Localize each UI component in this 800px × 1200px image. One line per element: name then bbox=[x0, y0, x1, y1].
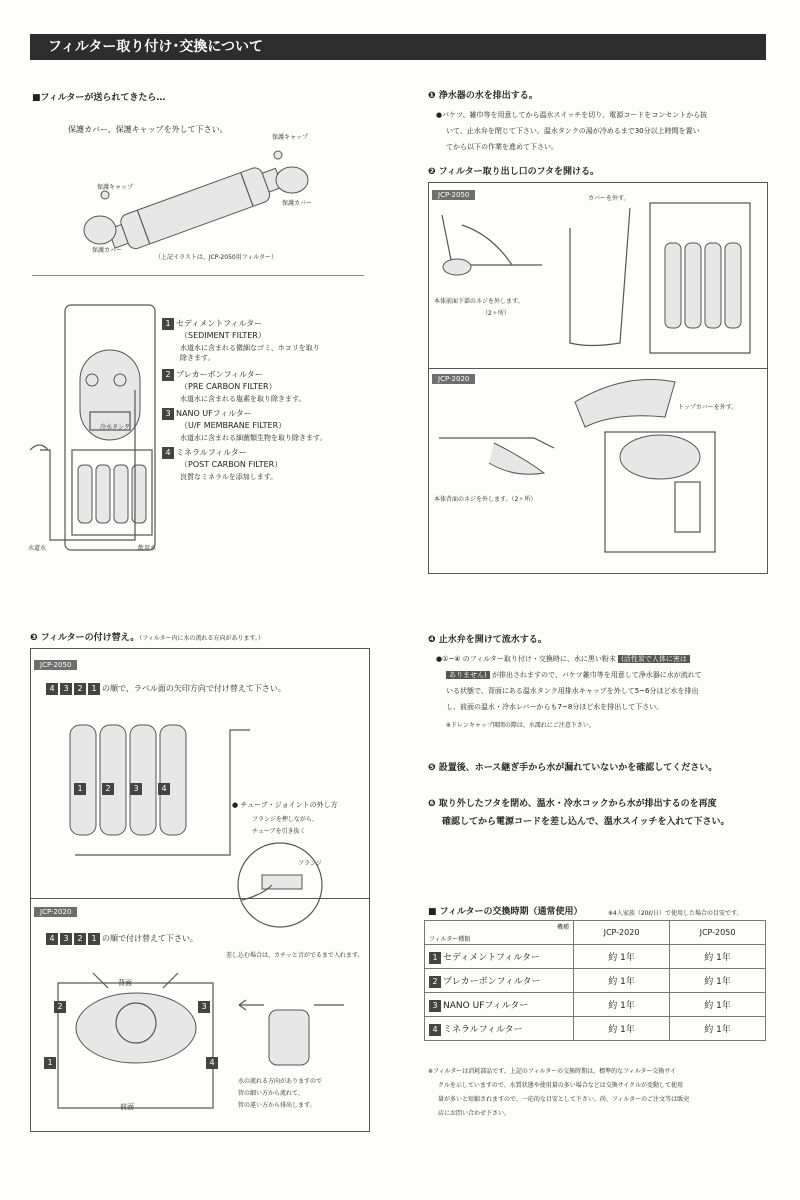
tube-step: チューブを引き抜く bbox=[252, 828, 306, 835]
table-cell: 約 1年 bbox=[574, 1017, 670, 1041]
filter-list bbox=[162, 318, 372, 482]
table-cell: 約 1年 bbox=[670, 945, 766, 969]
header-cell bbox=[425, 921, 574, 945]
model-tag: JCP-2020 bbox=[432, 374, 475, 384]
step4-text: し、前面の温水・冷水レバーからも7~8分ほど水を排出して下さい。 bbox=[446, 703, 664, 711]
slot-number: 1 bbox=[74, 783, 86, 795]
slot-number: 4 bbox=[158, 783, 170, 795]
filter-desc: 水道水に含まれる塩素を取り除きます。 bbox=[180, 395, 306, 403]
filter-english: （PRE CARBON FILTER） bbox=[180, 382, 277, 391]
order-number: 4 bbox=[46, 683, 58, 695]
order-number: 1 bbox=[88, 683, 100, 695]
label-back: 背面 bbox=[118, 979, 132, 987]
filter-name: ミネラルフィルター bbox=[176, 448, 247, 457]
label-tank: 冷水タンク bbox=[100, 424, 130, 431]
filter-name: NANO UFフィルター bbox=[176, 409, 252, 418]
step1-title: ❶ 浄水器の水を排出する。 bbox=[428, 91, 538, 101]
filter-english: （SEDIMENT FILTER） bbox=[180, 331, 266, 340]
order-instruction-b bbox=[46, 933, 198, 945]
step1-text: てから以下の作業を進めて下さい。 bbox=[446, 143, 558, 151]
divider bbox=[428, 368, 768, 369]
table-cell: 約 1年 bbox=[574, 945, 670, 969]
order-number: 4 bbox=[46, 933, 58, 945]
filter-desc: 水道水に含まれる微細なゴミ、ホコリを取り bbox=[180, 344, 320, 352]
tube-title: ● チューブ・ジョイントの外し方 bbox=[232, 801, 338, 809]
header-cell: JCP-2020 bbox=[574, 921, 670, 945]
step4-text-part: が排出されますので、バケツ雑巾等を用意して浄水器に水が流れて bbox=[491, 671, 702, 679]
header-model: 機種 bbox=[556, 924, 569, 931]
order-number: 1 bbox=[88, 933, 100, 945]
step4-text-part: ●①~④ のフィルター取り付け・交換時に、水に黒い粉末 bbox=[436, 655, 616, 663]
table-cell: 約 1年 bbox=[574, 993, 670, 1017]
filter-desc: 除きます。 bbox=[180, 354, 215, 362]
row-number: 2 bbox=[429, 976, 441, 988]
table-cell: 約 1年 bbox=[670, 1017, 766, 1041]
received-instruction: 保護カバー、保護キャップを外して下さい。 bbox=[68, 125, 228, 134]
label-tap: 水道水 bbox=[28, 545, 47, 552]
row-name: NANO UFフィルター bbox=[443, 1000, 529, 1011]
filter-desc: 水道水に含まれる細菌類生物を取り除きます。 bbox=[180, 434, 327, 442]
step4-text: いる状態で、背面にある温水タンク用排水キャップを外して5~6分ほど水を排出 bbox=[446, 687, 699, 695]
slot-number: 2 bbox=[54, 1001, 66, 1013]
order-number: 2 bbox=[74, 933, 86, 945]
step3-title bbox=[30, 630, 264, 643]
filter-item bbox=[162, 369, 372, 404]
table-row bbox=[425, 945, 766, 969]
row-name: プレカーボンフィルター bbox=[443, 976, 541, 987]
step5-title: ❺ 設置後、ホース継ぎ手から水が漏れていないかを確認してください。 bbox=[428, 763, 718, 773]
flow-note: 管の細い方から流れて、 bbox=[238, 1090, 304, 1097]
jcp2020-open-illustration bbox=[565, 372, 765, 562]
step4-highlight: ありません) bbox=[446, 671, 490, 679]
step6-title: ❻ 取り外したフタを閉め、温水・冷水コックから水が排出するのを再度 bbox=[428, 799, 717, 809]
screw-back-illustration bbox=[434, 418, 564, 488]
footnote-line: ※フィルターは消耗部品です。上記のフィルターの交換時期は、標準的なフィルター交換サイ bbox=[428, 1068, 676, 1075]
step2-title: ❷ フィルター取り出し口のフタを開ける。 bbox=[428, 167, 600, 177]
schedule-title: ■ フィルターの交換時期（通常使用） bbox=[428, 907, 583, 917]
filter-number: 2 bbox=[162, 369, 174, 381]
label-cap-top: 保護キャップ bbox=[272, 134, 309, 141]
top-cover-label: トップカバーを外す。 bbox=[678, 404, 738, 411]
table-cell: 約 1年 bbox=[574, 969, 670, 993]
flow-note: 管の違い方から排出します。 bbox=[238, 1102, 316, 1109]
table-cell: 約 1年 bbox=[670, 993, 766, 1017]
label-front: 前面 bbox=[120, 1103, 134, 1111]
footnote-line: 店にお問い合わせ下さい。 bbox=[438, 1110, 511, 1117]
model-tag: JCP-2050 bbox=[432, 190, 475, 200]
step1-text: ●バケツ、雑巾等を用意してから温水スイッチを切り、電源コードをコンセントから抜 bbox=[436, 111, 708, 119]
jcp2050-open-illustration bbox=[560, 198, 760, 358]
header-cell: JCP-2050 bbox=[670, 921, 766, 945]
slot-number: 3 bbox=[130, 783, 142, 795]
label-cover-right: 保護カバー bbox=[282, 200, 313, 207]
row-label bbox=[425, 969, 574, 993]
flange-label: フランジ bbox=[298, 860, 322, 867]
slot-number: 1 bbox=[44, 1057, 56, 1069]
footnote-line: 量が多いと短縮されますので、一応的な目安として下さい。尚、フィルターのご注文等は販売 bbox=[438, 1096, 690, 1103]
divider bbox=[32, 275, 364, 276]
label-cover-left: 保護カバー bbox=[92, 247, 123, 254]
header-type: フィルター種類 bbox=[429, 936, 471, 943]
tube-note: 差し込む場合は、カチッと音がでるまで入れます。 bbox=[226, 952, 364, 959]
schedule-table bbox=[424, 920, 766, 1041]
order-number: 2 bbox=[74, 683, 86, 695]
filter-number: 4 bbox=[162, 447, 174, 459]
schedule-note: ※4人家族（20ℓ/日）で使用した場合の目安です。 bbox=[608, 910, 743, 917]
screw-back-label: 本体背面のネジを外します。（2ヶ所） bbox=[434, 496, 537, 503]
slot-2020-4 bbox=[206, 1050, 220, 1069]
filter-slot-labels bbox=[74, 776, 172, 795]
order-text: の順で付け替えて下さい。 bbox=[102, 934, 198, 943]
table-cell: 約 1年 bbox=[670, 969, 766, 993]
step3-title-note: （フィルター内に水の流れる方向があります。） bbox=[139, 635, 265, 642]
model-tag: JCP-2050 bbox=[34, 660, 77, 670]
step1-text: いて、止水弁を閉じて下さい。温水タンクの湯が冷めるまで30分以上時間を置い bbox=[446, 127, 700, 135]
tube-joint-illustration bbox=[232, 840, 332, 930]
illus-note: （上記イラストは、JCP-2050用フィルター） bbox=[155, 254, 277, 261]
step4-note: ※ドレンキャップ開閉の際は、水濡れにご注意下さい。 bbox=[446, 722, 595, 729]
flow-note bbox=[238, 1076, 322, 1085]
row-name: セディメントフィルター bbox=[443, 952, 540, 963]
filter-name: プレカーボンフィルター bbox=[176, 370, 263, 379]
jcp2020-filter-illustration bbox=[48, 968, 223, 1118]
filter-number: 3 bbox=[162, 408, 174, 420]
row-number: 3 bbox=[429, 1000, 441, 1012]
tube-step: フランジを押しながら、 bbox=[252, 816, 318, 823]
order-instruction-a bbox=[46, 683, 286, 695]
row-number: 4 bbox=[429, 1024, 441, 1036]
filter-name: セディメントフィルター bbox=[176, 319, 263, 328]
filter-desc: 良質なミネラルを添加します。 bbox=[180, 473, 278, 481]
label-drink: 飲用水 bbox=[138, 545, 157, 552]
filter-number: 1 bbox=[162, 318, 174, 330]
slot-2020-3 bbox=[198, 994, 212, 1013]
step4-highlight: (活性炭で人体に害は bbox=[618, 655, 690, 663]
order-number: 3 bbox=[60, 683, 72, 695]
footnote-line: クルを示していますので、水質状態や使用量の多い場合などは交換サイクルが変動して使用 bbox=[438, 1082, 683, 1089]
page-header: フィルター取り付け･交換について bbox=[30, 34, 766, 60]
slot-2020-2 bbox=[54, 994, 68, 1013]
screw-front-count: （2ヶ所） bbox=[482, 310, 510, 317]
table-row bbox=[425, 993, 766, 1017]
order-number: 3 bbox=[60, 933, 72, 945]
received-heading: ■フィルターが送られてきたら… bbox=[32, 93, 166, 103]
slot-number: 2 bbox=[102, 783, 114, 795]
slot-number: 3 bbox=[198, 1001, 210, 1013]
filter-item bbox=[162, 408, 372, 443]
screw-front-illustration bbox=[432, 205, 552, 285]
row-label bbox=[425, 993, 574, 1017]
order-text: の順で、ラベル面の矢印方向で付け替えて下さい。 bbox=[102, 684, 286, 693]
model-tag: JCP-2020 bbox=[34, 907, 77, 917]
step4-title: ❹ 止水弁を開けて流水する。 bbox=[428, 635, 547, 645]
slot-2020-1 bbox=[44, 1050, 58, 1069]
screw-front-label: 本体前面下部のネジを外します。 bbox=[434, 298, 524, 305]
filter-english: （POST CARBON FILTER） bbox=[180, 460, 283, 469]
label-cap-left: 保護キャップ bbox=[97, 184, 134, 191]
table-row bbox=[425, 1017, 766, 1041]
step4-text bbox=[436, 654, 690, 664]
step3-title-text: ❸ フィルターの付け替え。 bbox=[30, 633, 140, 643]
flow-note-text: ので bbox=[310, 1078, 323, 1085]
slot-number: 4 bbox=[206, 1057, 218, 1069]
filter-english: （U/F MEMBRANE FILTER） bbox=[180, 421, 287, 430]
row-number: 1 bbox=[429, 952, 441, 964]
table-header-row bbox=[425, 921, 766, 945]
row-label bbox=[425, 1017, 574, 1041]
filter-item bbox=[162, 447, 372, 482]
divider bbox=[30, 898, 370, 899]
row-name: ミネラルフィルター bbox=[443, 1024, 523, 1035]
step4-text bbox=[446, 670, 702, 680]
row-label bbox=[425, 945, 574, 969]
flow-direction-illustration bbox=[234, 990, 354, 1070]
filter-item bbox=[162, 318, 372, 363]
step6-title: 確認してから電源コードを差し込んで、温水スイッチを入れて下さい。 bbox=[442, 817, 730, 827]
table-row bbox=[425, 969, 766, 993]
dispenser-illustration bbox=[20, 300, 170, 560]
remove-cover-label: カバーを外す。 bbox=[588, 195, 630, 202]
flow-note-text: 水の流れる方向があります bbox=[238, 1078, 311, 1085]
